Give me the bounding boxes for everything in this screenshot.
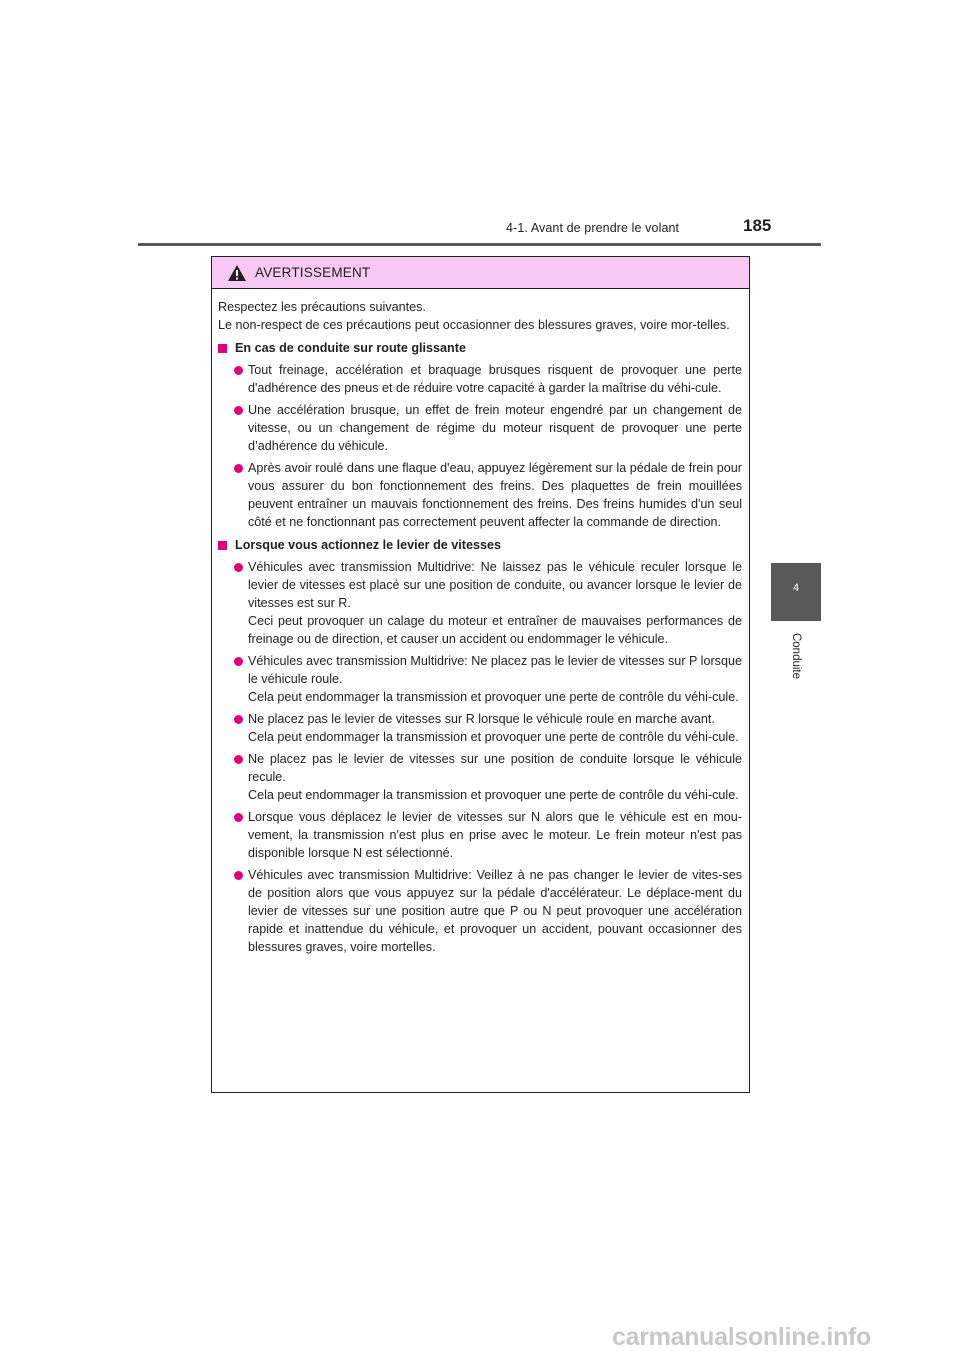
intro-line: Le non-respect de ces précautions peut occasionner des blessures graves, voire mor-telles. bbox=[218, 318, 730, 332]
watermark: carmanualsonline.info bbox=[612, 1323, 872, 1351]
square-bullet-icon bbox=[218, 541, 227, 550]
bullet-text: Cela peut endommager la transmission et provoquer une perte de contrôle du véhi-cule. bbox=[248, 788, 739, 802]
bullet-item bbox=[218, 558, 742, 648]
bullet-item bbox=[218, 808, 742, 862]
bullet-item bbox=[218, 401, 742, 455]
warning-intro bbox=[218, 298, 742, 334]
warning-body bbox=[212, 289, 749, 956]
bullet-text: Ceci peut provoquer un calage du moteur et entraîner de mauvaises performances de freinage ou de direction, et causer un accident ou endommager le véhicule. bbox=[248, 614, 742, 646]
bullet-text: Véhicules avec transmission Multidrive: Ne laissez pas le véhicule reculer lorsque le levier de vitesses est placé sur une position de conduite, ou avancer lorsque le levier de vitesses est sur R. bbox=[248, 560, 742, 610]
circle-bullet-icon bbox=[234, 755, 243, 764]
warning-title: AVERTISSEMENT bbox=[255, 265, 371, 280]
warning-box bbox=[211, 256, 750, 1093]
page-number: 185 bbox=[743, 216, 772, 235]
bullet-text: Après avoir roulé dans une flaque d'eau, appuyez légèrement sur la pédale de frein pour vous assurer du bon fonctionnement des freins. Des plaquettes de frein mouillées peuvent entraîner un mauvais fonctionnement des freins. Des freins humides d'un seul côté et ne fonctionnant pas correctement peuvent affecter la commande de direction. bbox=[248, 461, 742, 529]
bullet-text: Véhicules avec transmission Multidrive: Veillez à ne pas changer le levier de vites-ses de position alors que vous appuyez sur la pédale d'accélérateur. Le déplace-ment du levier de vitesses sur une position autre que P ou N peut provoquer une accélération rapide et inattendue du véhicule, et provoquer un accident, pouvant occasionner des blessures graves, voire mortelles. bbox=[248, 868, 742, 954]
warning-sections bbox=[218, 339, 742, 956]
bullet-text: Tout freinage, accélération et braquage brusques risquent de provoquer une perte d'adhérence des pneus et de réduire votre capacité à garder la maîtrise du véhi-cule. bbox=[248, 363, 742, 395]
bullet-item bbox=[218, 361, 742, 397]
square-bullet-icon bbox=[218, 344, 227, 353]
bullet-text: Cela peut endommager la transmission et provoquer une perte de contrôle du véhi-cule. bbox=[248, 690, 739, 704]
circle-bullet-icon bbox=[234, 715, 243, 724]
section-heading bbox=[218, 339, 742, 357]
circle-bullet-icon bbox=[234, 871, 243, 880]
section-heading bbox=[218, 536, 742, 554]
section-reference: 4-1. Avant de prendre le volant bbox=[506, 221, 680, 235]
bullet-text: Une accélération brusque, un effet de frein moteur engendré par un changement de vitesse, ou un changement de régime du moteur risquent de provoquer une perte d’adhérence du véhicule. bbox=[248, 403, 742, 453]
section-heading-text: Lorsque vous actionnez le levier de vitesses bbox=[235, 538, 501, 552]
warning-section bbox=[218, 536, 742, 956]
circle-bullet-icon bbox=[234, 813, 243, 822]
section-heading-text: En cas de conduite sur route glissante bbox=[235, 341, 466, 355]
bullet-item bbox=[218, 750, 742, 804]
bullet-text: Cela peut endommager la transmission et provoquer une perte de contrôle du véhi-cule. bbox=[248, 730, 739, 744]
chapter-number: 4 bbox=[792, 582, 800, 594]
circle-bullet-icon bbox=[234, 657, 243, 666]
chapter-tab bbox=[771, 563, 821, 621]
warning-header bbox=[212, 257, 749, 289]
intro-line: Respectez les précautions suivantes. bbox=[218, 300, 426, 314]
bullet-item bbox=[218, 710, 742, 746]
bullet-text: Ne placez pas le levier de vitesses sur R lorsque le véhicule roule en marche avant. bbox=[248, 712, 715, 726]
bullet-text: Véhicules avec transmission Multidrive: Ne placez pas le levier de vitesses sur P lorsque le véhicule roule. bbox=[248, 654, 742, 686]
circle-bullet-icon bbox=[234, 563, 243, 572]
warning-triangle-icon bbox=[227, 264, 247, 282]
bullet-text: Lorsque vous déplacez le levier de vitesses sur N alors que le véhicule est en mou-vement, la transmission n'est plus en prise avec le moteur. Le frein moteur n'est pas disponible lorsque N est sélectionné. bbox=[248, 810, 742, 860]
circle-bullet-icon bbox=[234, 464, 243, 473]
bullet-item bbox=[218, 866, 742, 956]
bullet-item bbox=[218, 459, 742, 531]
header-rule bbox=[138, 243, 821, 246]
bullet-text: Ne placez pas le levier de vitesses sur une position de conduite lorsque le véhicule recule. bbox=[248, 752, 742, 784]
circle-bullet-icon bbox=[234, 406, 243, 415]
bullet-item bbox=[218, 652, 742, 706]
chapter-label: Conduite bbox=[790, 632, 802, 680]
circle-bullet-icon bbox=[234, 366, 243, 375]
warning-section bbox=[218, 339, 742, 531]
